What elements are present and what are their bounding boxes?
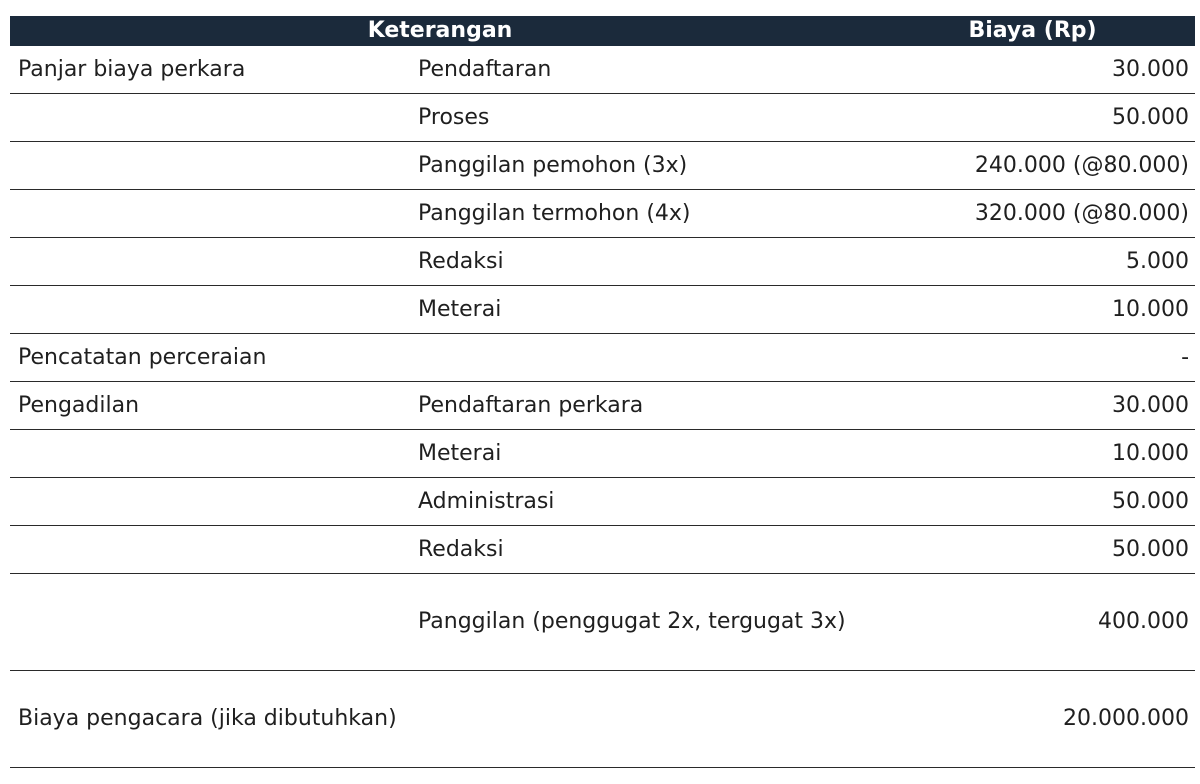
row-group [10,190,410,238]
row-item: Administrasi [410,478,870,526]
row-group [10,238,410,286]
row-cost: 20.000.000 [870,671,1195,768]
table-header [10,16,1195,46]
table-row [10,286,1195,334]
row-cost: 50.000 [870,94,1195,142]
row-cost: 30.000 [870,46,1195,94]
row-cost: 10.000 [870,430,1195,478]
table-row [10,382,1195,430]
table-row [10,671,1195,768]
row-group [10,526,410,574]
table-row [10,142,1195,190]
row-cost: 50.000 [870,526,1195,574]
table-row [10,526,1195,574]
row-cost: 30.000 [870,382,1195,430]
table-body [10,46,1195,768]
row-group [10,574,410,671]
table-row [10,334,1195,382]
table-row [10,46,1195,94]
row-item: Panggilan pemohon (3x) [410,142,870,190]
row-item: Pendaftaran perkara [410,382,870,430]
row-item: Redaksi [410,526,870,574]
row-group [10,286,410,334]
row-cost: 240.000 (@80.000) [870,142,1195,190]
table-row [10,574,1195,671]
row-item: Pendaftaran [410,46,870,94]
row-group [10,478,410,526]
row-group [10,142,410,190]
row-group: Panjar biaya perkara [10,46,410,94]
header-row [10,16,1195,46]
row-item [410,334,870,382]
row-item: Meterai [410,430,870,478]
table-row [10,238,1195,286]
row-group [10,430,410,478]
row-group [10,94,410,142]
row-item: Panggilan termohon (4x) [410,190,870,238]
row-item [410,671,870,768]
row-item: Panggilan (penggugat 2x, tergugat 3x) [410,574,870,671]
header-cost: Biaya (Rp) [870,16,1195,46]
row-item: Meterai [410,286,870,334]
row-cost: 50.000 [870,478,1195,526]
row-cost: 400.000 [870,574,1195,671]
cost-table-container [10,16,1195,768]
row-item: Proses [410,94,870,142]
table-row [10,478,1195,526]
row-item: Redaksi [410,238,870,286]
table-row [10,190,1195,238]
row-group: Pencatatan perceraian [10,334,410,382]
table-row [10,94,1195,142]
row-cost: 320.000 (@80.000) [870,190,1195,238]
table-row [10,430,1195,478]
row-group: Biaya pengacara (jika dibutuhkan) [10,671,410,768]
row-cost: - [870,334,1195,382]
header-description: Keterangan [10,16,870,46]
row-cost: 5.000 [870,238,1195,286]
row-cost: 10.000 [870,286,1195,334]
row-group: Pengadilan [10,382,410,430]
cost-table [10,16,1195,768]
